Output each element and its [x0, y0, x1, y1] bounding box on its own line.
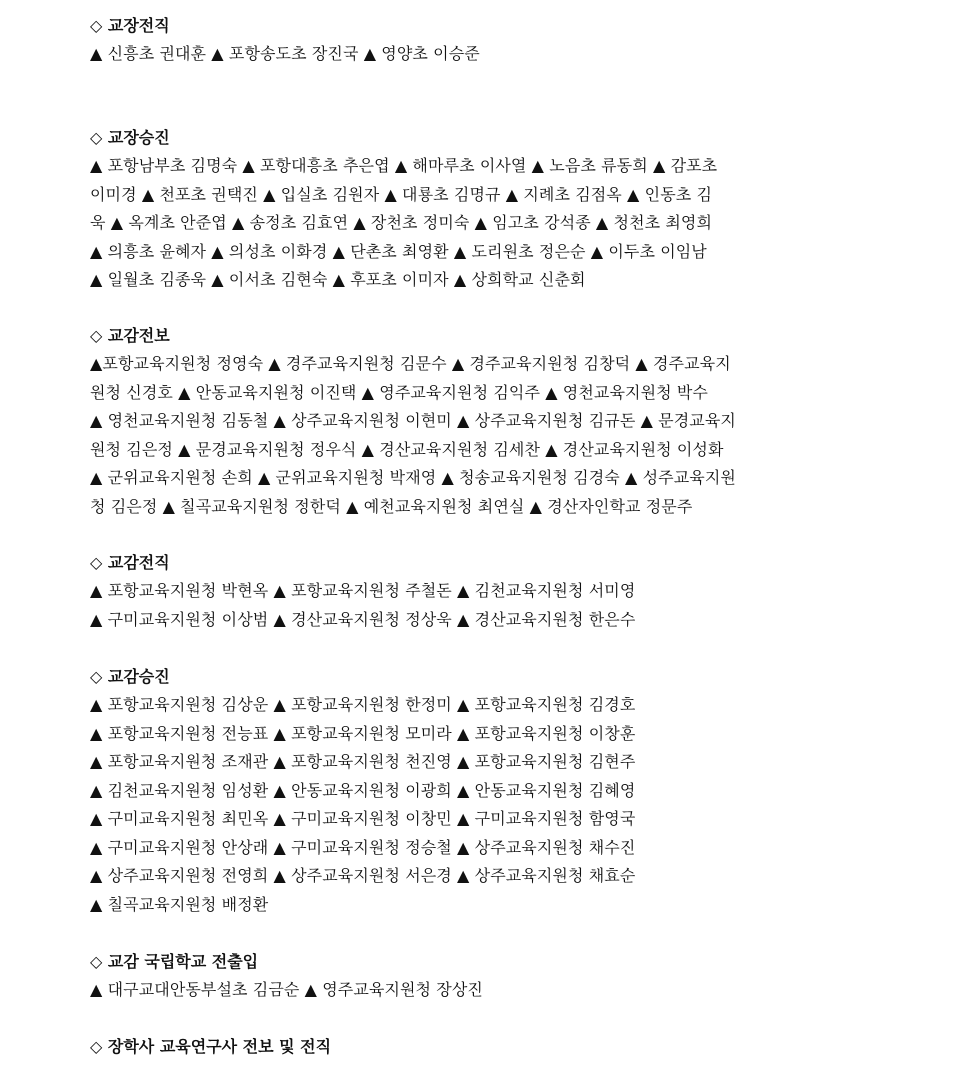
text-line: ▲ 구미교육지원청 이상범 ▲ 경산교육지원청 정상욱 ▲ 경산교육지원청 한은수: [90, 609, 636, 629]
text-line: 청 김은정 ▲ 칠곡교육지원청 정한덕 ▲ 예천교육지원청 최연실 ▲ 경산자인학교 정문주: [90, 496, 693, 516]
section-heading: ◇ 교장전직: [90, 16, 170, 35]
text-line: ▲ 대구교대안동부설초 김금순 ▲ 영주교육지원청 장상진: [90, 980, 483, 999]
text-line: ▲ 구미교육지원청 안상래 ▲ 구미교육지원청 정승철 ▲ 상주교육지원청 채수진: [90, 837, 636, 857]
section-vice-principal-transfer: [90, 549, 880, 634]
text-line: ▲ 신흥초 권대훈 ▲ 포항송도초 장진국 ▲ 영양초 이승준: [90, 44, 480, 63]
text-line: ▲포항교육지원청 정영숙 ▲ 경주교육지원청 김문수 ▲ 경주교육지원청 김창덕 ▲ 경주교육지: [90, 354, 731, 373]
text-line: ▲ 의흥초 윤혜자 ▲ 의성초 이화경 ▲ 단촌초 최영환 ▲ 도리원초 정은순 ▲ 이두초 이임남: [90, 241, 707, 261]
section-heading: ◇ 교감전보: [90, 326, 170, 345]
text-line: ▲ 영천교육지원청 김동철 ▲ 상주교육지원청 이현미 ▲ 상주교육지원청 김규돈 ▲ 문경교육지: [90, 411, 736, 430]
text-line: 원청 김은정 ▲ 문경교육지원청 정우식 ▲ 경산교육지원청 김세찬 ▲ 경산교육지원청 이성화: [90, 439, 724, 459]
text-line: 욱 ▲ 옥계초 안준엽 ▲ 송정초 김효연 ▲ 장천초 정미숙 ▲ 임고초 강석종 ▲ 청천초 최영희: [90, 213, 713, 232]
section-vice-principal-reassignment: [90, 322, 880, 521]
section-heading: ◇ 장학사 교육연구사 전보 및 전직: [90, 1037, 332, 1056]
section-principal-transfer: [90, 12, 880, 69]
text-line: ▲ 포항교육지원청 김상운 ▲ 포항교육지원청 한정미 ▲ 포항교육지원청 김경호: [90, 695, 636, 714]
text-line: 이미경 ▲ 천포초 권택진 ▲ 입실초 김원자 ▲ 대룡초 김명규 ▲ 지례초 김점옥 ▲ 인동초 김: [90, 184, 713, 204]
text-line: ▲ 포항남부초 김명숙 ▲ 포항대흥초 추은엽 ▲ 해마루초 이사열 ▲ 노음초 류동희 ▲ 감포초: [90, 156, 718, 175]
text-line: ▲ 상주교육지원청 전영희 ▲ 상주교육지원청 서은경 ▲ 상주교육지원청 채효순: [90, 866, 636, 885]
text-line: ▲ 군위교육지원청 손희 ▲ 군위교육지원청 박재영 ▲ 청송교육지원청 김경숙 ▲ 성주교육지원: [90, 468, 736, 487]
text-line: ▲ 구미교육지원청 최민옥 ▲ 구미교육지원청 이창민 ▲ 구미교육지원청 함영국: [90, 809, 636, 828]
section-supervisor-transfer: [90, 1033, 880, 1061]
section-vice-principal-promotion: [90, 663, 880, 919]
text-line: ▲ 일월초 김종욱 ▲ 이서초 김현숙 ▲ 후포초 이미자 ▲ 상희학교 신춘회: [90, 270, 586, 289]
text-line: ▲ 포항교육지원청 조재관 ▲ 포항교육지원청 천진영 ▲ 포항교육지원청 김현주: [90, 752, 636, 771]
text-line: ▲ 포항교육지원청 박현옥 ▲ 포항교육지원청 주철돈 ▲ 김천교육지원청 서미영: [90, 581, 636, 600]
text-line: ▲ 포항교육지원청 전능표 ▲ 포항교육지원청 모미라 ▲ 포항교육지원청 이창훈: [90, 723, 636, 743]
section-heading: ◇ 교장승진: [90, 128, 170, 147]
section-heading: ◇ 교감전직: [90, 553, 170, 572]
text-line: 원청 신경호 ▲ 안동교육지원청 이진택 ▲ 영주교육지원청 김익주 ▲ 영천교육지원청 박수: [90, 382, 708, 402]
section-national-school-transfer: [90, 948, 880, 1005]
section-principal-promotion: [90, 124, 880, 295]
text-line: ▲ 김천교육지원청 임성환 ▲ 안동교육지원청 이광희 ▲ 안동교육지원청 김혜영: [90, 780, 636, 800]
section-heading: ◇ 교감승진: [90, 667, 170, 686]
section-heading: ◇ 교감 국립학교 전출입: [90, 952, 259, 971]
text-line: ▲ 칠곡교육지원청 배정환: [90, 894, 269, 914]
